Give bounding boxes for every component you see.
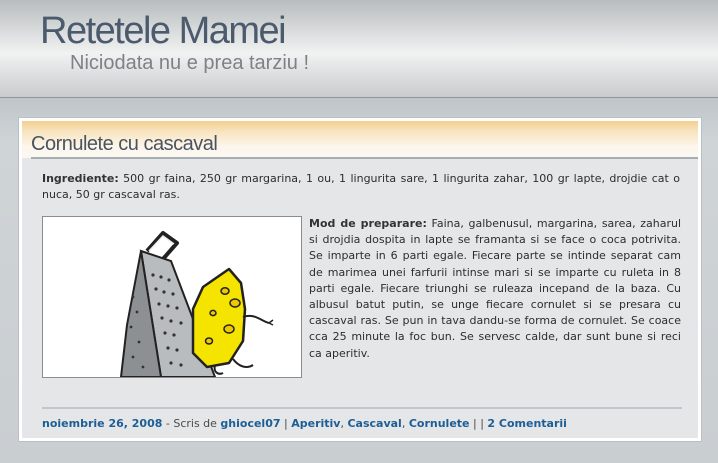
ingredients-paragraph — [42, 171, 680, 203]
tag-link-cascaval[interactable]: Cascaval — [347, 417, 402, 430]
footer-separator: | — [280, 417, 292, 430]
post-body — [22, 121, 698, 438]
preparation-paragraph — [309, 216, 681, 362]
written-by-text: - Scris de — [162, 417, 221, 430]
preparation-text: Faina, galbenusul, margarina, sarea, zaharul si drojdia dospita in lapte se framanta si se face o coca potrivita. Se imparte in 6 parti egale. Fiecare parte se intinde separat cam de marimea unei farfurii intinse mari si se imparte cu ruleta in 8 parti egale. Fiecare triunghi se ruleaza incepand de la baza. Cu albusul batut putin, se unge fiecare cornulet si se presara cu cascaval ras. Se pun in tava dandu-se forma de cornulet. Se coace cca 25 minute la foc bun. Se servesc calde, dar sunt bune si reci ca aperitiv. — [309, 217, 681, 360]
site-header — [0, 0, 718, 98]
blog-post — [18, 117, 702, 442]
post-title[interactable]: Cornulete cu cascaval — [31, 133, 218, 155]
post-title-bar — [22, 121, 698, 158]
footer-separator: | | — [469, 417, 488, 430]
title-underline — [31, 157, 698, 159]
site-title[interactable]: Retetele Mamei — [40, 10, 286, 52]
ingredients-label: Ingrediente: — [42, 172, 119, 185]
preparation-label: Mod de preparare: — [309, 217, 427, 230]
tag-separator: , — [340, 417, 348, 430]
author-link[interactable]: ghiocel07 — [220, 417, 281, 430]
tag-link-aperitiv[interactable]: Aperitiv — [291, 417, 341, 430]
site-tagline: Niciodata nu e prea tarziu ! — [70, 52, 310, 74]
tag-link-cornulete[interactable]: Cornulete — [408, 417, 470, 430]
recipe-image — [42, 216, 302, 378]
comments-link[interactable]: 2 Comentarii — [487, 417, 567, 430]
tag-separator: , — [401, 417, 409, 430]
footer-divider — [42, 407, 682, 409]
post-date-link[interactable]: noiembrie 26, 2008 — [42, 417, 163, 430]
ingredients-text: 500 gr faina, 250 gr margarina, 1 ou, 1 lingurita sare, 1 lingurita zahar, 100 gr lapte, drojdie cat o nuca, 50 gr cascaval ras. — [42, 172, 680, 201]
cheese-grater-illustration — [43, 217, 301, 377]
post-footer — [42, 417, 567, 430]
